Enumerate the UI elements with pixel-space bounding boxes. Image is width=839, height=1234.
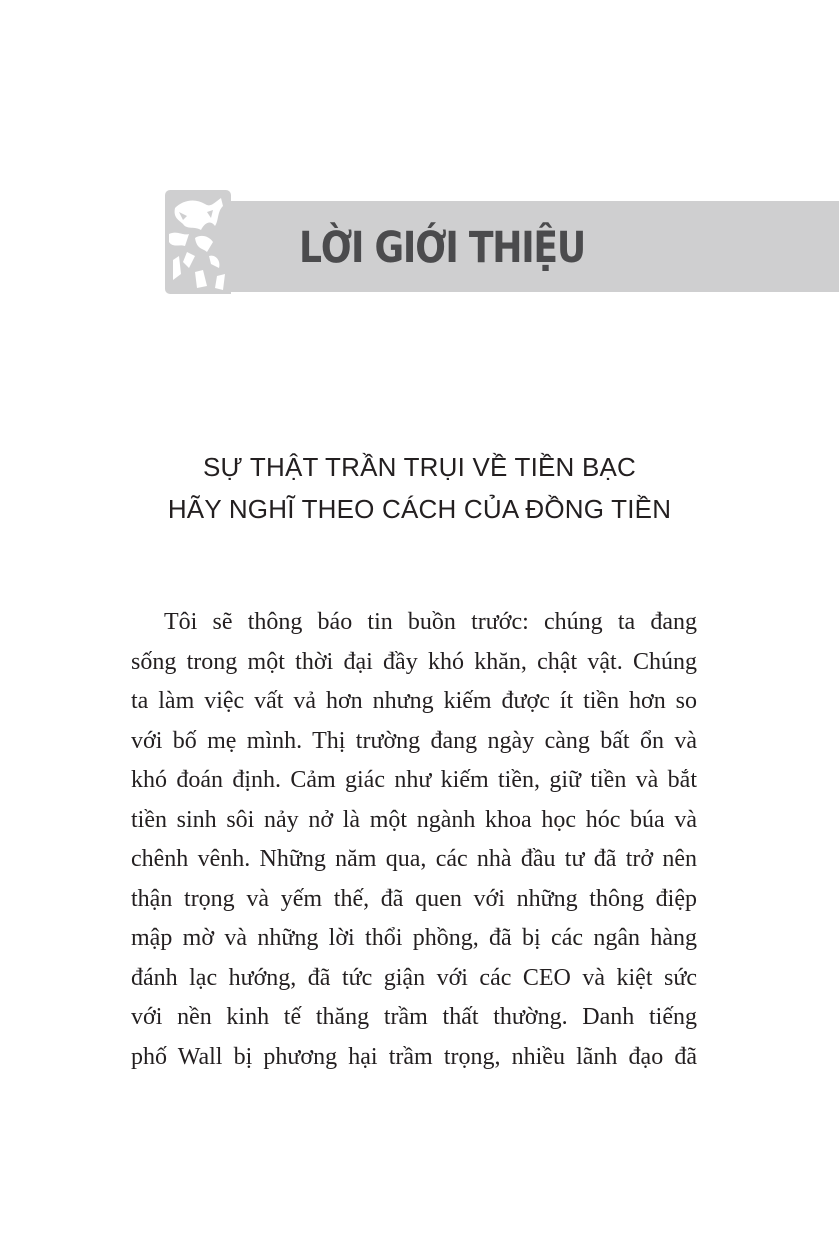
body-line: sống trong một thời đại đầy khó khăn, chật vật. Chúng	[131, 648, 697, 675]
body-line: thận trọng và yếm thế, đã quen với những thông điệp	[131, 885, 697, 912]
body-line: Tôi sẽ thông báo tin buồn trước: chúng ta đang	[164, 609, 697, 635]
body-line: ta làm việc vất vả hơn nhưng kiếm được ít tiền hơn so	[131, 688, 697, 714]
body-line: chênh vênh. Những năm qua, các nhà đầu tư đã trở nên	[131, 846, 697, 872]
body-line: tiền sinh sôi nảy nở là một ngành khoa học hóc búa và	[131, 806, 697, 833]
body-line: với bố mẹ mình. Thị trường đang ngày càng bất ổn và	[131, 727, 697, 754]
body-line: đánh lạc hướng, đã tức giận với các CEO và kiệt sức	[131, 964, 697, 991]
section-subtitle	[0, 446, 839, 530]
body-line: phố Wall bị phương hại trầm trọng, nhiều lãnh đạo đã	[131, 1043, 697, 1070]
subtitle-line-2: HÃY NGHĨ THEO CÁCH CỦA ĐỒNG TIỀN	[167, 494, 672, 524]
chapter-title: LỜI GIỚI THIỆU	[299, 223, 585, 273]
body-paragraph	[131, 603, 697, 1077]
body-line: với nền kinh tế thăng trầm thất thường. Danh tiếng	[131, 1004, 697, 1030]
subtitle-line-1: SỰ THẬT TRẦN TRỤI VỀ TIỀN BẠC	[202, 452, 637, 482]
body-line: mập mờ và những lời thổi phồng, đã bị các ngân hàng	[131, 925, 697, 951]
chapter-banner	[165, 201, 839, 292]
bull-sketch-icon	[165, 190, 231, 294]
body-line: khó đoán định. Cảm giác như kiếm tiền, giữ tiền và bắt	[131, 767, 697, 793]
